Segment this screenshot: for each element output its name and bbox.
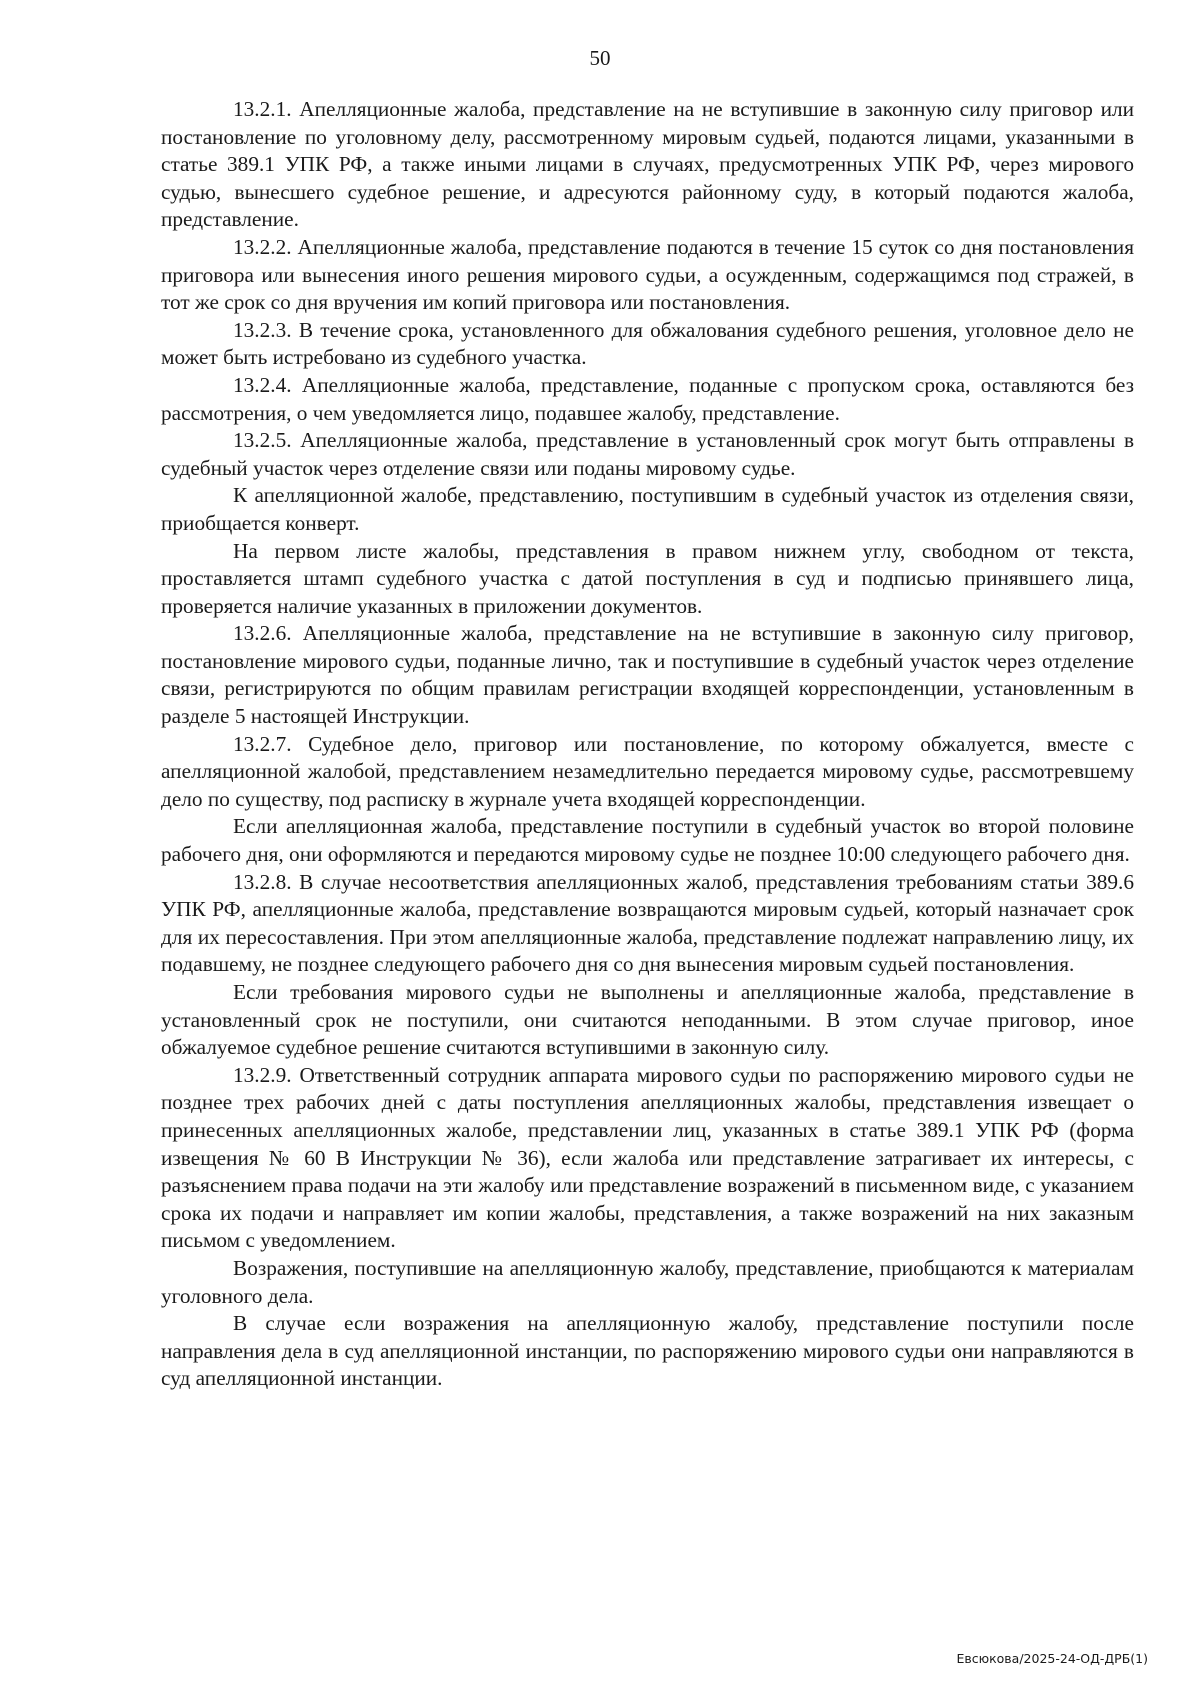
- page-number: 50: [589, 46, 611, 70]
- paragraph-13-2-5: 13.2.5. Апелляционные жалоба, представление в установленный срок могут быть отправлены в судебный участок через отделение связи или поданы мировому судье.: [161, 428, 1134, 480]
- paragraph-13-2-6: 13.2.6. Апелляционные жалоба, представление на не вступившие в законную силу приговор, постановление мирового судьи, поданные лично, так и поступившие в судебный участок через отделение связи, регистрируются по общим правилам регистрации входящей корреспонденции, установленным в разделе 5 настоящей Инструкции.: [161, 621, 1134, 729]
- paragraph-late-objections: В случае если возражения на апелляционную жалобу, представление поступили после направления дела в суд апелляционной инстанции, по распоряжению мирового судьи они направляются в суд апелляционной инстанции.: [161, 1311, 1134, 1391]
- document-footer-code: Евсюкова/2025-24-ОД-ДРБ(1): [956, 1651, 1148, 1666]
- paragraph-13-2-1: 13.2.1. Апелляционные жалоба, представление на не вступившие в законную силу приговор или постановление по уголовному делу, рассмотренному мировым судьей, подаются лицами, указанными в статье 389.1 УПК РФ, а также иными лицами в случаях, предусмотренных УПК РФ, через мирового судью, вынесшего судебное решение, и адресуются районному суду, в который подаются жалоба, представление.: [161, 97, 1134, 232]
- document-body: [161, 96, 1134, 1393]
- paragraph-13-2-8: 13.2.8. В случае несоответствия апелляционных жалоб, представления требованиям статьи 389.6 УПК РФ, апелляционные жалоба, представление возвращаются мировым судьей, который назначает срок для их пересоставления. При этом апелляционные жалоба, представление подлежат направлению лицу, их подавшему, не позднее следующего рабочего дня со дня вынесения мировым судьей постановления.: [161, 869, 1134, 977]
- paragraph-13-2-4: 13.2.4. Апелляционные жалоба, представление, поданные с пропуском срока, оставляются без рассмотрения, о чем уведомляется лицо, подавшее жалобу, представление.: [161, 372, 1134, 425]
- paragraph-envelope: К апелляционной жалобе, представлению, поступившим в судебный участок из отделения связи, приобщается конверт.: [161, 483, 1134, 535]
- paragraph-13-2-2: 13.2.2. Апелляционные жалоба, представление подаются в течение 15 суток со дня постановления приговора или вынесения иного решения мирового судьи, а осужденным, содержащимся под стражей, в тот же срок со дня вручения им копий приговора или постановления.: [161, 234, 1134, 315]
- paragraph-13-2-3: 13.2.3. В течение срока, установленного для обжалования судебного решения, уголовное дело не может быть истребовано из судебного участка.: [161, 317, 1134, 370]
- paragraph-13-2-9: 13.2.9. Ответственный сотрудник аппарата мирового судьи по распоряжению мирового судьи не позднее трех рабочих дней с даты поступления апелляционных жалобы, представления извещает о принесенных апелляционных жалобе, представлении лиц, указанных в статье 389.1 УПК РФ (форма извещения № 60 В Инструкции № 36), если жалоба или представление затрагивает их интересы, с разъяснением права подачи на эти жалобу или представление возражений в письменном виде, с указанием срока их подачи и направляет им копии жалобы, представления, а также возражений на них заказным письмом с уведомлением.: [161, 1062, 1134, 1253]
- paragraph-stamp: На первом листе жалобы, представления в правом нижнем углу, свободном от текста, проставляется штамп судебного участка с датой поступления в суд и подписью принявшего лица, проверяется наличие указанных в приложении документов.: [161, 538, 1134, 618]
- paragraph-13-2-7: 13.2.7. Судебное дело, приговор или постановление, по которому обжалуется, вместе с апелляционной жалобой, представлением незамедлительно передается мировому судье, рассмотревшему дело по существу, под расписку в журнале учета входящей корреспонденции.: [161, 731, 1134, 811]
- paragraph-requirements-not-met: Если требования мирового судьи не выполнены и апелляционные жалоба, представление в установленный срок не поступили, они считаются неподанными. В этом случае приговор, иное обжалуемое судебное решение считаются вступившими в законную силу.: [161, 980, 1134, 1060]
- paragraph-objections: Возражения, поступившие на апелляционную жалобу, представление, приобщаются к материалам уголовного дела.: [161, 1255, 1134, 1308]
- paragraph-second-half-day: Если апелляционная жалоба, представление поступили в судебный участок во второй половине рабочего дня, они оформляются и передаются мировому судье не позднее 10:00 следующего рабочего дня.: [161, 814, 1134, 867]
